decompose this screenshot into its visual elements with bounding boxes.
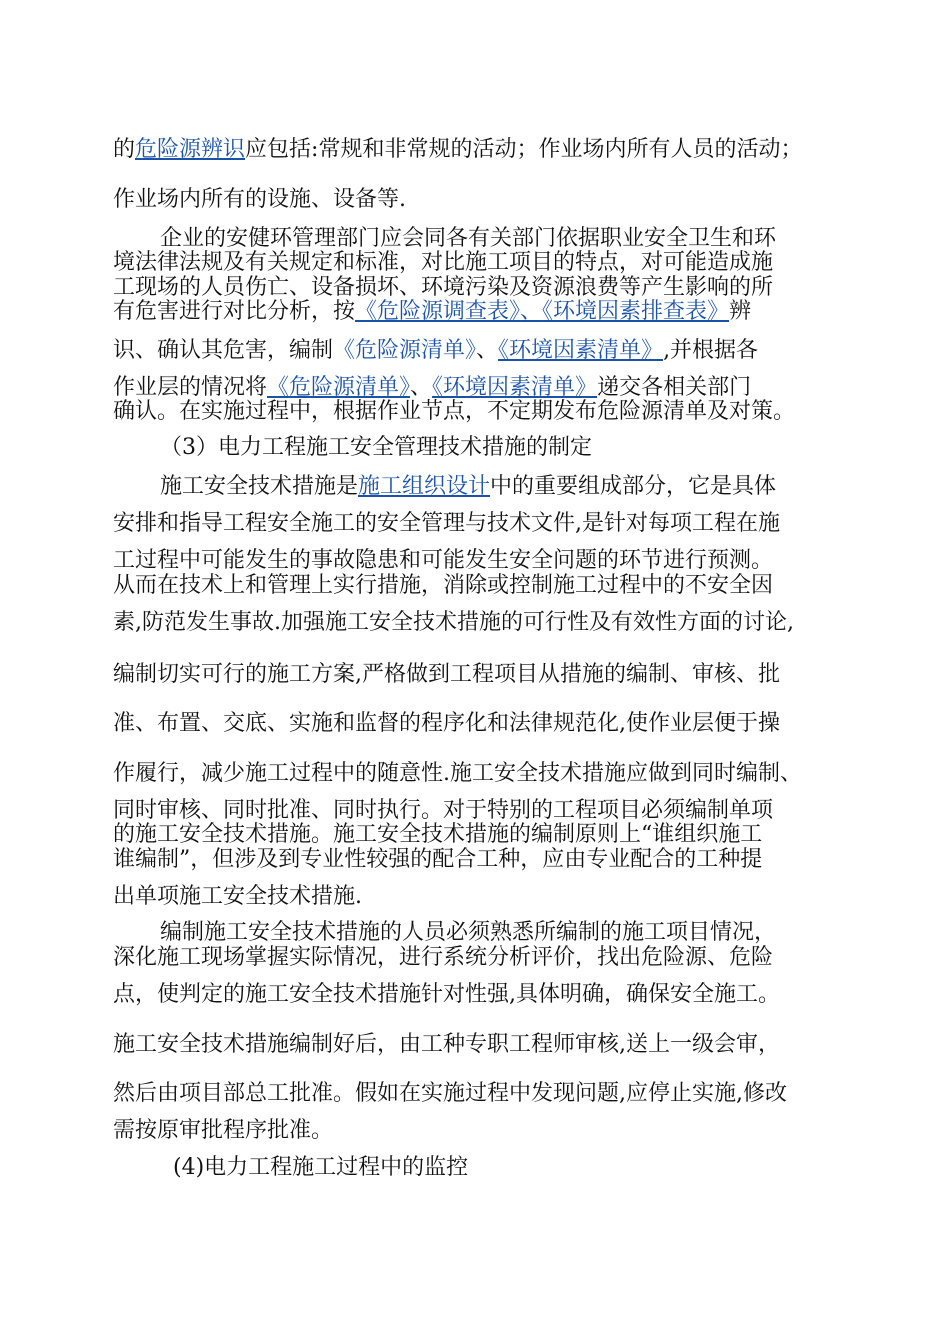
paragraph-3-line-7: 准、布置、交底、实施和监督的程序化和法律规范化,使作业层便于操 — [113, 711, 780, 736]
link-hazard-survey-table[interactable]: 《危险源调查表》 — [355, 299, 521, 324]
paragraph-2-line-2: 境法律法规及有关规定和标准，对比施工项目的特点，对可能造成施 — [113, 250, 774, 275]
paragraph-4-line-2: 深化施工现场掌握实际情况，进行系统分析评价，找出危险源、危险 — [113, 945, 774, 970]
paragraph-2-line-7: 确认。在实施过程中，根据作业节点，不定期发布危险源清单及对策。 — [113, 399, 796, 424]
paragraph-3-line-6: 编制切实可行的施工方案,严格做到工程项目从措施的编制、审核、批 — [113, 662, 780, 687]
paragraph-3-line-2: 安排和指导工程安全施工的安全管理与技术文件,是针对每项工程在施 — [113, 511, 780, 536]
link-hazard-identification[interactable]: 危险源辨识 — [135, 137, 246, 162]
text: 识、确认其危害，编制 — [113, 338, 334, 363]
paragraph-1-line-2: 作业场内所有的设施、设备等. — [113, 187, 406, 212]
paragraph-2-line-5 — [113, 336, 758, 366]
text: 有危害进行对比分析，按 — [113, 299, 356, 324]
section-heading-4: (4)电力工程施工过程中的监控 — [173, 1155, 469, 1180]
text: 递交各相关部门 — [597, 375, 752, 400]
link-construction-organization-design[interactable]: 施工组织设计 — [358, 474, 491, 499]
paragraph-3-line-12: 出单项施工安全技术措施. — [113, 884, 362, 909]
text: 、 — [476, 338, 499, 363]
paragraph-2-line-3: 工现场的人员伤亡、设备损坏、环境污染及资源浪费等产生影响的所 — [113, 275, 774, 300]
link-hazard-list-2[interactable]: 《危险源清单》 — [267, 375, 411, 400]
text: 施工安全技术措施是 — [160, 474, 359, 499]
text: 中的重要组成部分，它是具体 — [490, 474, 777, 499]
paragraph-3-line-5: 素,防范发生事故.加强施工安全技术措施的可行性及有效性方面的讨论, — [113, 610, 794, 635]
paragraph-3-line-1 — [160, 472, 776, 502]
text: ,并根据各 — [663, 338, 759, 363]
paragraph-3-line-3: 工过程中可能发生的事故隐患和可能发生安全问题的环节进行预测。 — [113, 548, 774, 573]
paragraph-4-line-5: 然后由项目部总工批准。假如在实施过程中发现问题,应停止实施,修改 — [113, 1081, 787, 1106]
paragraph-4-line-6: 需按原审批程序批准。 — [113, 1118, 334, 1143]
section-heading-3: （3）电力工程施工安全管理技术措施的制定 — [160, 435, 592, 460]
link-environment-factor-list-2[interactable]: 《环境因素清单》 — [432, 375, 598, 400]
link-environment-factor-list[interactable]: 《环境因素清单》 — [498, 338, 664, 363]
paragraph-4-line-1: 编制施工安全技术措施的人员必须熟悉所编制的施工项目情况， — [160, 920, 777, 945]
link-environment-factor-check-table[interactable]: 《环境因素排查表》 — [542, 299, 730, 324]
text: 作业层的情况将 — [113, 375, 268, 400]
paragraph-2-line-4 — [113, 297, 751, 327]
paragraph-3-line-10: 的施工安全技术措施。施工安全技术措施的编制原则上“谁组织施工 — [113, 822, 763, 847]
paragraph-4-line-3: 点，使判定的施工安全技术措施针对性强,具体明确，确保安全施工。 — [113, 982, 780, 1007]
paragraph-3-line-9: 同时审核、同时批准、同时执行。对于特别的工程项目必须编制单项 — [113, 798, 774, 823]
text: 应包括:常规和非常规的活动；作业场内所有人员的活动； — [245, 137, 803, 162]
text: 、 — [410, 375, 433, 400]
text: 辨 — [729, 299, 752, 324]
text: 的 — [113, 137, 136, 162]
paragraph-1-line-1 — [113, 135, 802, 165]
paragraph-2-line-1: 企业的安健环管理部门应会同各有关部门依据职业安全卫生和环 — [160, 226, 777, 251]
link-hazard-list[interactable]: 《危险源清单》 — [333, 338, 477, 363]
paragraph-3-line-4: 从而在技术上和管理上实行措施，消除或控制施工过程中的不安全因 — [113, 573, 774, 598]
paragraph-4-line-4: 施工安全技术措施编制好后，由工种专职工程师审核,送上一级会审， — [113, 1032, 780, 1057]
text: 、 — [520, 299, 543, 324]
paragraph-3-line-11: 谁编制”，但涉及到专业性较强的配合工种，应由专业配合的工种提 — [113, 847, 763, 872]
paragraph-3-line-8: 作履行，减少施工过程中的随意性.施工安全技术措施应做到同时编制、 — [113, 761, 802, 786]
